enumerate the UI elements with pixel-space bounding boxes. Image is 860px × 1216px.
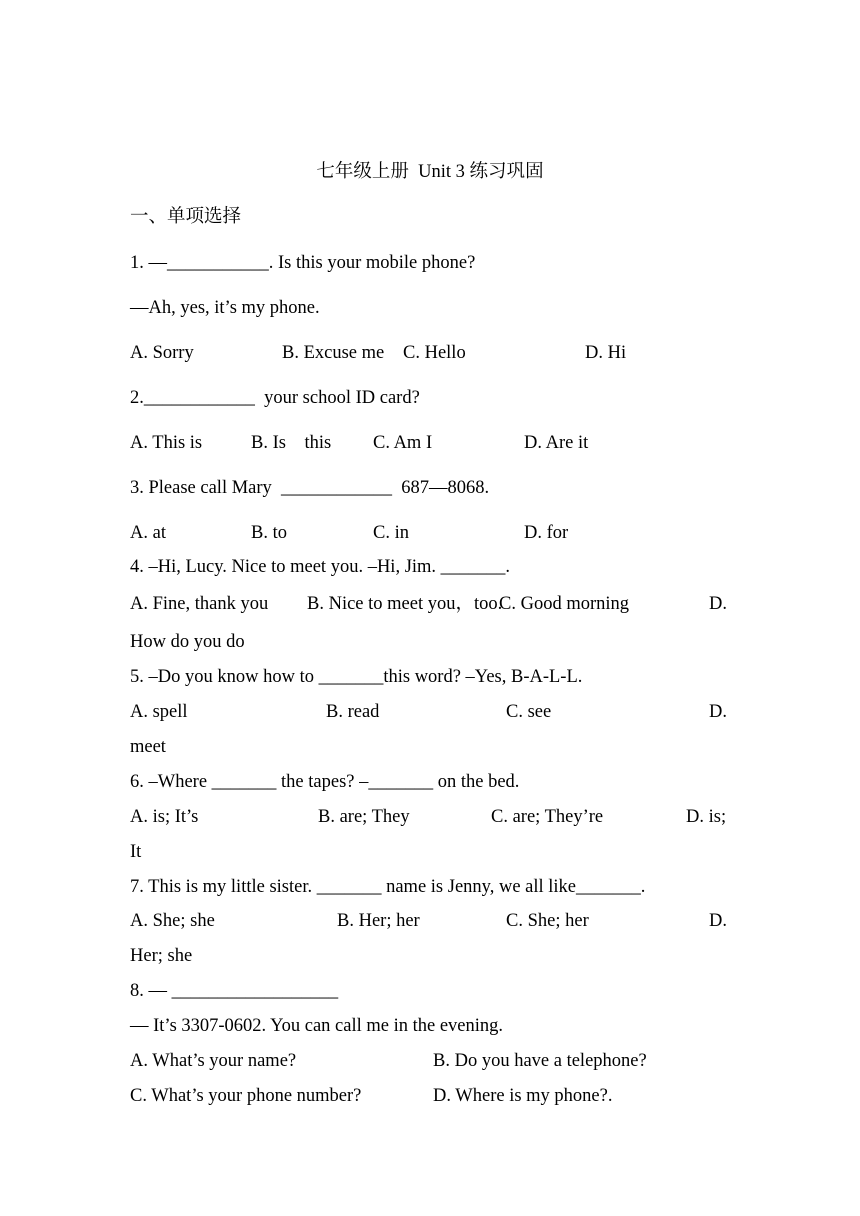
question-5-option-d-label: D. (709, 702, 727, 722)
question-6-stem: 6. –Where _______ the tapes? –_______ on the bed. (130, 772, 520, 792)
question-5-option-b: B. read (326, 702, 380, 722)
question-1-option-c: C. Hello (403, 343, 466, 363)
question-1-option-d: D. Hi (585, 343, 627, 363)
question-7-option-c: C. She; her (506, 911, 589, 931)
question-6-option-b: B. are; They (318, 807, 410, 827)
question-1-option-a: A. Sorry (130, 343, 194, 363)
page-title: 七年级上册 Unit 3 练习巩固 (316, 162, 544, 182)
question-8-option-b: B. Do you have a telephone? (433, 1051, 647, 1071)
question-1-reply: —Ah, yes, it’s my phone. (130, 298, 320, 318)
question-7-stem: 7. This is my little sister. _______ name is Jenny, we all like_______. (130, 877, 646, 897)
question-2-option-d: D. Are it (524, 433, 589, 453)
question-1-stem: 1. —___________. Is this your mobile phone? (130, 253, 476, 273)
question-1-option-b: B. Excuse me (282, 343, 385, 363)
question-6-option-d-text: It (130, 842, 142, 862)
question-8-option-a: A. What’s your name? (130, 1051, 297, 1071)
question-5-option-d-text: meet (130, 737, 166, 757)
question-8-reply: — It’s 3307-0602. You can call me in the evening. (130, 1016, 504, 1036)
question-8-stem: 8. — __________________ (130, 981, 339, 1001)
question-4-option-a: A. Fine, thank you (130, 594, 269, 614)
question-3-option-b: B. to (251, 523, 287, 543)
question-5-option-a: A. spell (130, 702, 188, 722)
question-8-option-c: C. What’s your phone number? (130, 1086, 362, 1106)
question-7-option-b: B. Her; her (337, 911, 420, 931)
question-2-option-b: B. Is this (251, 433, 332, 453)
section-heading: 一、单项选择 (130, 207, 242, 227)
question-8-option-d: D. Where is my phone?. (433, 1086, 613, 1106)
question-3-option-a: A. at (130, 523, 166, 543)
question-3-option-d: D. for (524, 523, 569, 543)
question-4-stem: 4. –Hi, Lucy. Nice to meet you. –Hi, Jim. _______. (130, 557, 511, 577)
question-6-option-c: C. are; They’re (491, 807, 604, 827)
question-4-option-d-label: D. (709, 594, 727, 614)
question-3-stem: 3. Please call Mary ____________ 687—8068. (130, 478, 490, 498)
question-2-option-a: A. This is (130, 433, 203, 453)
question-4-option-d-text: How do you do (130, 632, 245, 652)
question-7-option-d-text: Her; she (130, 946, 193, 966)
question-7-option-d-label: D. (709, 911, 727, 931)
question-6-option-d-label: D. is; (686, 807, 727, 827)
question-5-stem: 5. –Do you know how to _______this word? –Yes, B-A-L-L. (130, 667, 583, 687)
question-4-option-c: C. Good morning (499, 594, 630, 614)
question-3-option-c: C. in (373, 523, 409, 543)
question-4-option-b: B. Nice to meet you，too. (307, 594, 503, 614)
question-2-stem: 2.____________ your school ID card? (130, 388, 420, 408)
question-7-option-a: A. She; she (130, 911, 215, 931)
question-6-option-a: A. is; It’s (130, 807, 199, 827)
question-2-option-c: C. Am I (373, 433, 433, 453)
question-5-option-c: C. see (506, 702, 552, 722)
